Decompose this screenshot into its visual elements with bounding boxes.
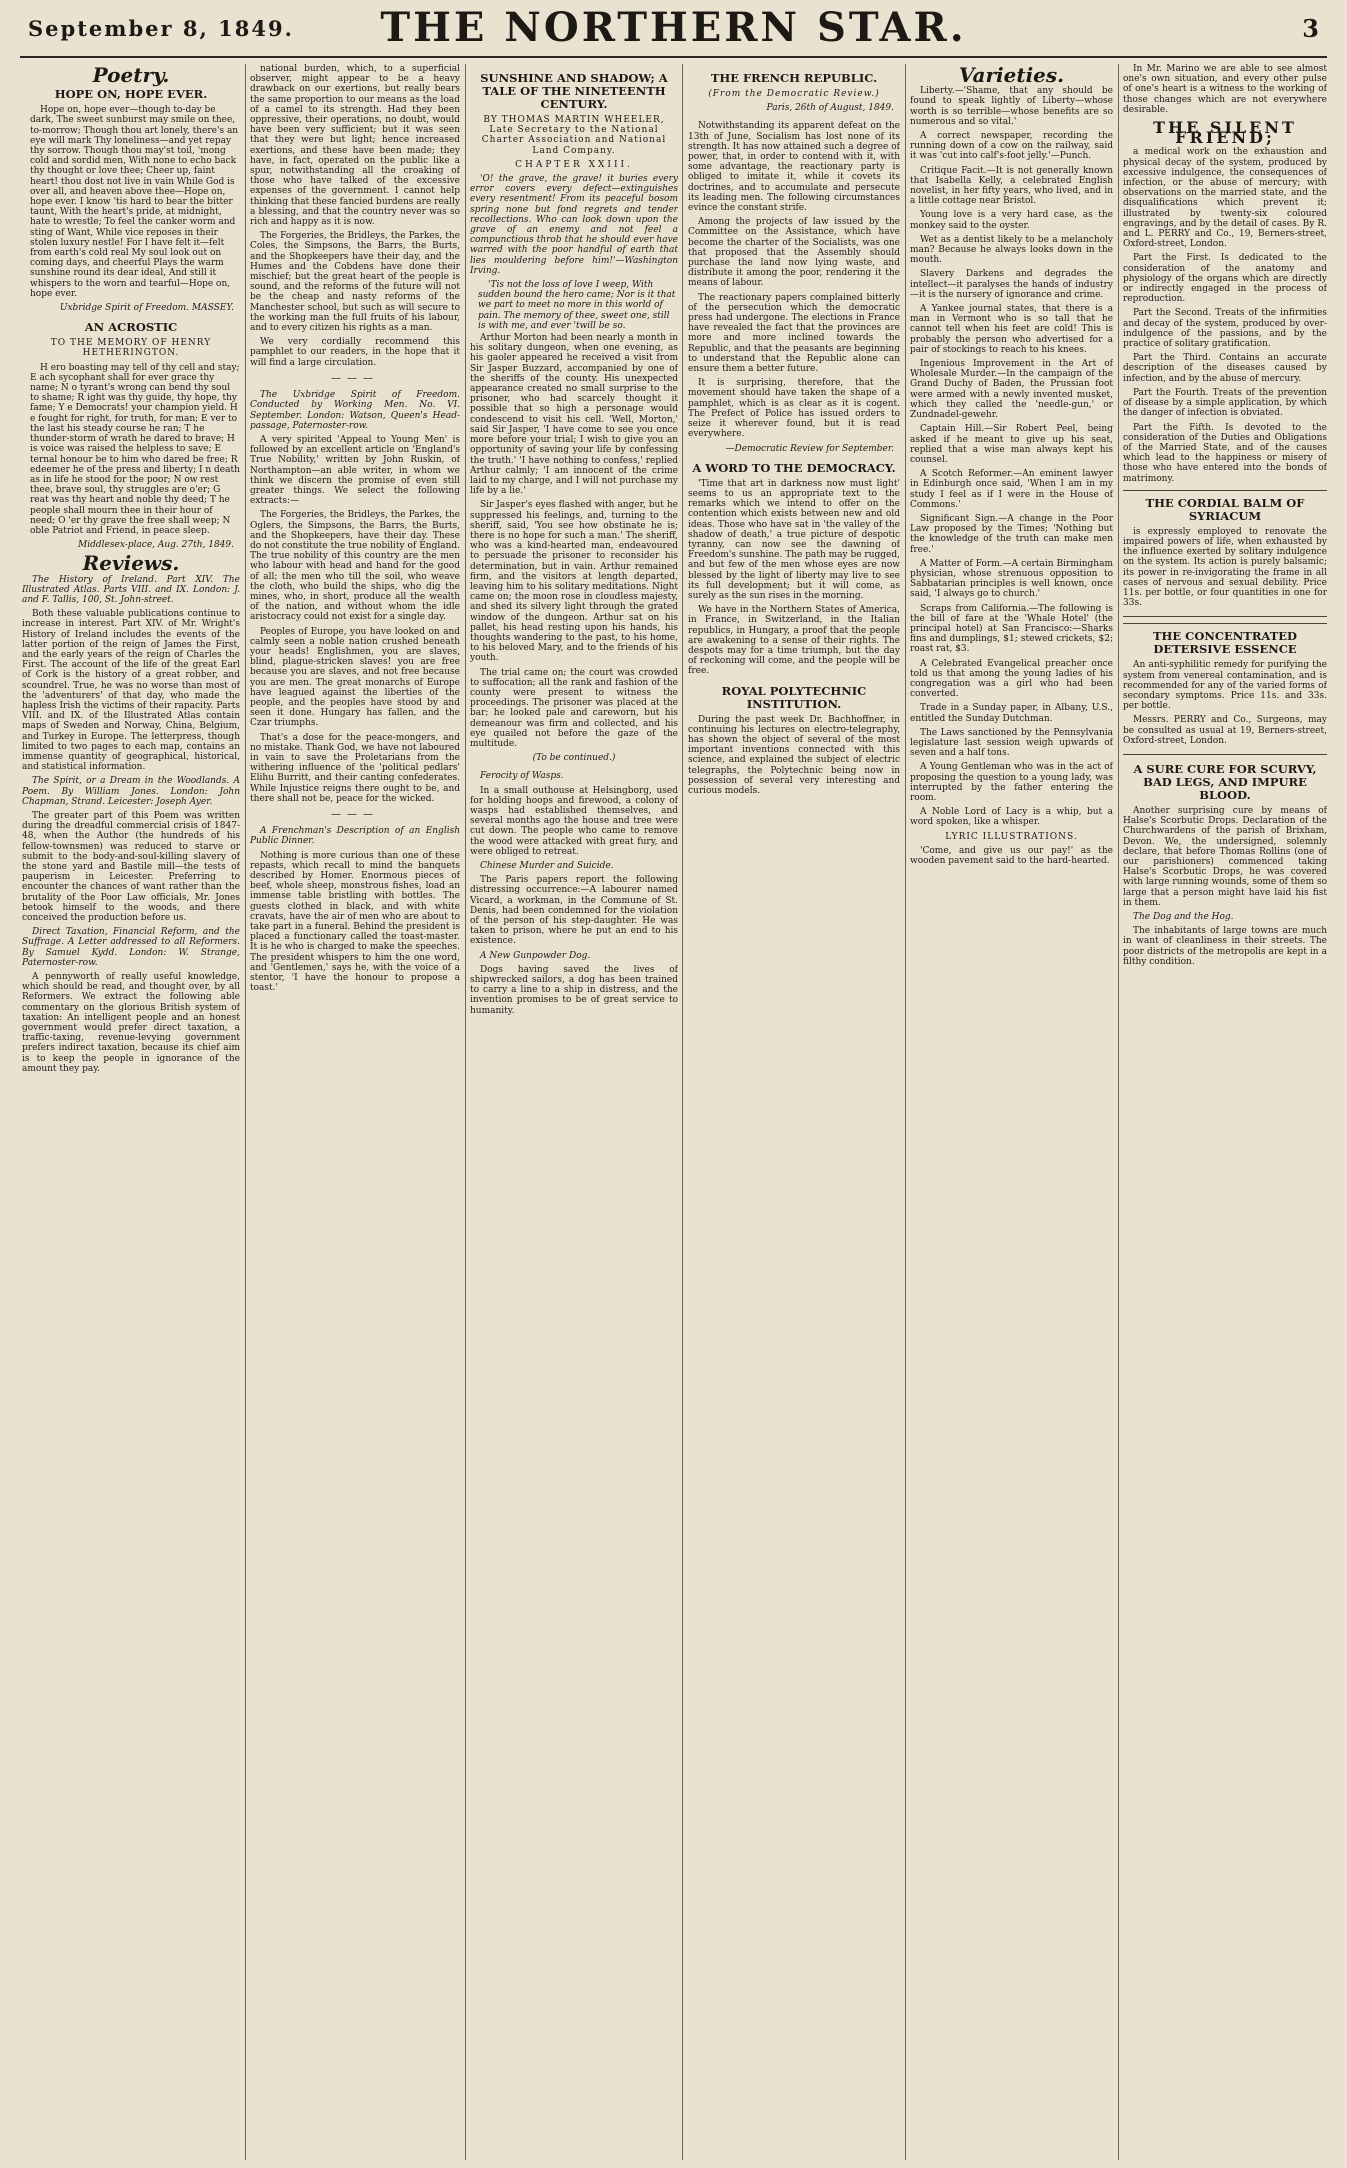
varieties-section-heading: Varieties. bbox=[958, 64, 1065, 87]
item-title: Ferocity of Wasps. bbox=[480, 771, 564, 782]
variety-item: Trade in a Sunday paper, in Albany, U.S., entitled the Sunday Dutchman. bbox=[910, 703, 1113, 724]
column-divider bbox=[905, 64, 906, 2160]
newspaper-title: THE NORTHERN STAR. bbox=[380, 4, 967, 51]
item-text: Dogs having saved the lives of shipwrecked sailors, a dog has been trained to carry a line to a ship in distress, and the invention promises to be of great service to humanity. bbox=[470, 964, 678, 1016]
advert-box bbox=[1123, 490, 1327, 618]
article-text: Among the projects of law issued by the Committee on the Assistance, which have become the charter of the Socialists, was one that proposed that the Assembly should purchase the land now lying waste, and distribute it among the poor, rendering it the means of labour. bbox=[688, 217, 900, 289]
article-text: The reactionary papers complained bitterly of the persecution which the democratic press had undergone. The elections in France have revealed the fact that the provinces are more and more inclined towards the Republic, and that the peasants are beginning to understand that the Republic alone can ensure them a better future. bbox=[688, 292, 900, 375]
ad-text: Part the First. Is dedicated to the consideration of the anatomy and physiology of the organs which are directly or indirectly engaged in the process of reproduction. bbox=[1123, 253, 1327, 305]
ad-text: Part the Fifth. Is devoted to the consideration of the Duties and Obligations of the Married State, and of the causes which lead to the happiness or misery of those who have entered into the bonds of matrimony. bbox=[1123, 422, 1327, 484]
story-epigraph: 'O! the grave, the grave! it buries every error covers every defect—extinguishes every resentment! From its peaceful bosom spring none but fond regrets and tender recollections. Who can look down upon the grave of an enemy and not feel a compunctious throb that he should ever have warred with the poor handful of earth that lies mouldering before him!'—Washington Irving. bbox=[470, 174, 678, 276]
masthead-rule bbox=[20, 56, 1327, 58]
review-text: The greater part of this Poem was written during the dreadful commercial crisis of 1847-48, when the Author (the hundreds of his fellow-townsmen) was reduced to starve or submit to the body-and-soul-killing slavery of the stone yard and Bastile mill—the tests of pauperism in Leicester. Preferring to encounter the chances of want rather than the brutality of the Poor Law officials, Mr. Jones betook himself to the woods, and there conceived the production before us. bbox=[22, 811, 240, 924]
story-text: Sir Jasper's eyes flashed with anger, but he suppressed his feelings, and, turning to the sheriff, said, 'You see how obstinate he is; there is no hope for such a man.' The sheriff, who was a kind-hearted man, endeavoured to persuade the prisoner to reconsider his determination, but in vain. Arthur remained firm, and the visitors at length departed, leaving him to his solitary meditations. Night came on; the moon rose in cloudless majesty, and shed its silvery light through the grated window of the dungeon. Arthur sat on his pallet, his head resting upon his hands, his thoughts wandering to the past, to his home, to his beloved Mary, and to the friends of his youth. bbox=[470, 500, 678, 664]
review-title: The History of Ireland. Part XIV. The Illustrated Atlas. Parts VIII. and IX. London: J. and F. Tallis, 100, St. John-street. bbox=[22, 574, 240, 605]
variety-item: Captain Hill.—Sir Robert Peel, being asked if he meant to give up his seat, replied that a wise man always kept his counsel. bbox=[910, 424, 1113, 465]
variety-item: A Young Gentleman who was in the act of proposing the question to a young lady, was interrupted by the father entering the room. bbox=[910, 762, 1113, 803]
ad-text: An anti-syphilitic remedy for purifying the system from venereal contamination, and is recommended for any of the varied forms of secondary symptoms. Price 11s. and 33s. per bottle. bbox=[1123, 660, 1327, 712]
variety-item: A Noble Lord of Lacy is a whip, but a word spoken, like a whisper. bbox=[910, 807, 1113, 828]
reviews-section-heading: Reviews. bbox=[82, 551, 180, 576]
extract-text: The Forgeries, the Bridleys, the Parkes, the Oglers, the Simpsons, the Barrs, the Burts, and the Shopkeepers, have their day. These do not constitute the true nobility of England. The true nobility of this country are the men who labour with head and hand for the good of all; the men who till the soil, who weave the cloth, who build the ships, who dig the mines, who, in short, produce all the wealth of the nation, and without whom the idle aristocracy could not exist for a single day. bbox=[250, 510, 460, 623]
story-verse: 'Tis not the loss of love I weep, With sudden bound the hero came; Nor is it that we part to meet no more in this world of pain. The memory of thee, sweet one, still is with me, and ever 'twill be so. bbox=[478, 280, 676, 331]
column-3 bbox=[470, 64, 678, 2160]
variety-item: Wet as a dentist likely to be a melancholy man? Because he always looks down in the mouth. bbox=[910, 234, 1113, 266]
acrostic-subtitle: TO THE MEMORY OF HENRY HETHERINGTON. bbox=[50, 338, 212, 359]
review-text: Both these valuable publications continue to increase in interest. Part XIV. of Mr. Wright's History of Ireland includes the events of the latter portion of the reign of James the First, and the early years of the reign of Charles the First. The account of the life of the great Earl of Cork is the history of a great robber, and scoundrel. True, he was no worse than most of the 'adventurers' of that day, who made the hapless Irish the victims of their rapacity. Parts VIII. and IX. of the Illustrated Atlas contain maps of Sweden and Norway, China, Belgium, and Turkey in Europe. The letterpress, though limited to two pages to each map, contains an immense quantity of geographical, historical, and statistical information. bbox=[22, 609, 240, 773]
item-text: Nothing is more curious than one of these repasts, which recall to mind the banquets described by Homer. Enormous pieces of beef, whole sheep, monstrous fishes, load an immense table bristling with bottles. The guests clothed in black, and with white cravats, have the air of men who are about to take part in a funeral. Behind the president is placed a functionary called the toast-master. It is he who is charged to make the speeches. The president whispers to him the one word, and 'Gentlemen,' says he, with the voice of a stentor, 'I have the honour to propose a toast.' bbox=[250, 850, 460, 994]
column-2 bbox=[250, 64, 460, 2160]
review-text: A very spirited 'Appeal to Young Men' is followed by an excellent article on 'England's True Nobility,' written by John Ruskin, of Northampton—an able writer, in whom we think we discern the promise of even still greater things. We select the following extracts:— bbox=[250, 434, 460, 507]
acrostic-title: AN ACROSTIC bbox=[84, 320, 178, 335]
variety-item: Scraps from California.—The following is the bill of fare at the 'Whale Hotel' (the principal hotel) at San Francisco:—Sharks fins and dumplings, $1; stewed crickets, $2; roast rat, $3. bbox=[910, 603, 1113, 655]
variety-item: A Matter of Form.—A certain Birmingham physician, whose strenuous opposition to Sabbatarian principles is well known, once said, 'I always go to church.' bbox=[910, 558, 1113, 600]
variety-item: Critique Facit.—It is not generally known that Isabella Kelly, a celebrated English novelist, in her fifty years, who lived, and in a little cottage near Bristol. bbox=[910, 165, 1113, 207]
article-text: During the past week Dr. Bachhoffner, in continuing his lectures on electro-telegraphy, has shown the object of several of the most important inventions connected with this science, and explained the subject of electric telegraphs, the Polytechnic being now in possession of several very interesting and curious models. bbox=[688, 714, 900, 796]
article-title: A WORD TO THE DEMOCRACY. bbox=[692, 460, 896, 475]
poetry-section-heading: Poetry. bbox=[92, 64, 170, 87]
article-text: It is surprising, therefore, that the movement should have taken the shape of a pamphlet, which is as clear as it is cogent. The Prefect of Police has issued orders to seize it wherever found, but it is read everywhere. bbox=[688, 378, 900, 440]
review-title: The Uxbridge Spirit of Freedom. Conducted by Working Men. No. VI. September. London: Watson, Queen's Head-passage, Paternoster-row. bbox=[250, 390, 460, 431]
poem-title: HOPE ON, HOPE EVER. bbox=[54, 87, 208, 102]
ad-text: In Mr. Marino we are able to see almost one's own situation, and every other pulse of one's heart is a witness to the working of those changes which are not everywhere desirable. bbox=[1123, 64, 1327, 115]
ad-text: Part the Second. Treats of the infirmities and decay of the system, produced by over-indulgence of the passions, and by the practice of solitary gratification. bbox=[1123, 308, 1327, 350]
advert-heading: A SURE CURE FOR SCURVY, BAD LEGS, AND IMPURE BLOOD. bbox=[1133, 761, 1317, 802]
story-text: The trial came on; the court was crowded to suffocation; all the rank and fashion of the county were present to witness the proceedings. The prisoner was placed at the bar; he looked pale and careworn, but his demeanour was firm and collected, and his eye quailed not before the gaze of the multitude. bbox=[470, 667, 678, 749]
variety-item: A Yankee journal states, that there is a man in Vermont who is so tall that he cannot tell when his feet are cold! This is probably the person who advertised for a pair of stockings to reach to his knees. bbox=[910, 304, 1113, 355]
column-divider bbox=[682, 64, 683, 2160]
article-text: national burden, which, to a superficial observer, might appear to be a heavy drawback on our exertions, but really bears the same proportion to our means as the load of a camel to its strength. Had they been oppressive, their operations, no doubt, would have been very sufficient; but it was seen that they were but light; hence increased exertions, and these have been made; they have, in fact, operated on the public like a spur, notwithstanding all the croaking of those who have talked of the excessive expenses of the government. I cannot help thinking that these fancied burdens are really a blessing, and that the country never was so rich and happy as it is now. bbox=[250, 64, 460, 228]
article-text: 'Time that art in darkness now must light' seems to us an appropriate text to the remarks which we intend to offer on the contention which exists between new and old ideas. Those who have sat in 'the valley of the shadow of death,' a true picture of despotic tyranny, can now see the dawning of Freedom's sunshine. The path may be rugged, and but few of the men whose eyes are now blessed by the light of liberty may live to see its full development; but it will come, as surely as the sun rises in the morning. bbox=[688, 478, 900, 601]
item-title: A New Gunpowder Dog. bbox=[480, 950, 591, 961]
article-source: (From the Democratic Review.) bbox=[708, 89, 880, 99]
item-title: Chinese Murder and Suicide. bbox=[480, 861, 614, 872]
article-text: That's a dose for the peace-mongers, and no mistake. Thank God, we have not laboured in vain to save the Proletarians from the withering influence of the 'political pedlars' Elihu Burritt, and their canting confederates. While Injustice reigns there ought to be, and there shall not be, peace for the wicked. bbox=[250, 732, 460, 804]
lyric-heading: LYRIC ILLUSTRATIONS. bbox=[945, 831, 1078, 842]
acrostic-signature: Middlesex-place, Aug. 27th, 1849. bbox=[78, 540, 234, 551]
ad-text: Part the Third. Contains an accurate description of the diseases caused by infection, and by the abuse of mercury. bbox=[1123, 353, 1327, 384]
advert-heading: THE CORDIAL BALM OF SYRIACUM bbox=[1145, 495, 1305, 523]
column-divider bbox=[465, 64, 466, 2160]
article-signature: —Democratic Review for September. bbox=[725, 443, 894, 454]
separator-ornament: ——— bbox=[331, 809, 379, 821]
column-6 bbox=[1123, 64, 1327, 2160]
variety-item: The Laws sanctioned by the Pennsylvania legislature last session weigh upwards of seven and a half tons. bbox=[910, 727, 1113, 759]
variety-item: Significant Sign.—A change in the Poor Law proposed by the Times; 'Nothing but the knowledge of the truth can make men free.' bbox=[910, 513, 1113, 555]
masthead bbox=[0, 0, 1347, 60]
variety-item: A correct newspaper, recording the running down of a cow on the railway, said it was 'cut into calf's-foot jelly.'—Punch. bbox=[910, 131, 1113, 162]
review-title: Direct Taxation, Financial Reform, and the Suffrage. A Letter addressed to all Reformers. By Samuel Kydd. London: W. Strange, Paternoster-row. bbox=[22, 927, 240, 968]
article-text: We have in the Northern States of America, in France, in Switzerland, in the Italian republics, in Hungary, a proof that the people are awakening to a sense of their rights. The despots may for a time triumph, but the day of reckoning will come, and the people will be free. bbox=[688, 605, 900, 677]
story-text: Arthur Morton had been nearly a month in his solitary dungeon, when one evening, as his gaoler appeared he received a visit from Sir Jasper Buzzard, accompanied by one of the sheriffs of the county. His unexpected appearance created no small surprise to the prisoner, who had scarcely thought it possible that so high a personage would condescend to visit his cell. 'Well, Morton,' said Sir Jasper, 'I have come to see you once more before your trial; I wish to give you an opportunity of saving your life by confessing the truth.' 'I have nothing to confess,' replied Arthur calmly; 'I am innocent of the crime laid to my charge, and I will not purchase my life by a lie.' bbox=[470, 333, 678, 497]
article-text: The Forgeries, the Bridleys, the Parkes, the Coles, the Simpsons, the Barrs, the Burts, and the Shopkeepers have their day, and the Humes and the Cobdens have done their mischief; but the great heart of the people is sound, and the reforms of the future will not be the cheap and nasty reforms of the Manchester school, but such as will secure to the working man the full fruits of his labour, and to every citizen his rights as a man. bbox=[250, 231, 460, 334]
item-title: The Dog and the Hog. bbox=[1133, 912, 1234, 922]
article-text: We very cordially recommend this pamphlet to our readers, in the hope that it will find a large circulation. bbox=[250, 337, 460, 368]
column-5 bbox=[910, 64, 1113, 2160]
variety-item: Young love is a very hard case, as the monkey said to the oyster. bbox=[910, 210, 1113, 231]
review-title: The Spirit, or a Dream in the Woodlands. A Poem. By William Jones. London: John Chapman, Strand. Leicester: Joseph Ayer. bbox=[22, 776, 240, 807]
ad-text: Another surprising cure by means of Halse's Scorbutic Drops. Declaration of the Churchwardens of the parish of Brixham, Devon. We, the undersigned, solemnly declare, that before Thomas Rollins (one of our parishioners) commenced taking Halse's Scorbutic Drops, he was covered with large running wounds, some of them so large that a person might have laid his fist in them. bbox=[1123, 805, 1327, 908]
poem-text: Hope on, hope ever—though to-day be dark, The sweet sunburst may smile on thee, to-morrow; Though thou art lonely, there's an eye will mark Thy loneliness—and yet repay thy sorrow. Though thou may'st toil, 'mong cold and sordid men, With none to echo back thy thought or love thee; Cheer up, faint heart! thou dost not live in vain While God is over all, and heaven above thee—Hope on, hope ever. I know 'tis hard to bear the bitter taunt, With the heart's pride, at midnight, hate to wrestle; To feel the canker worm and sting of Want, While vice reposes in their stolen luxury nestle! For I have felt it—felt from earth's cold real My soul look out on coming days, and cheerful Plays the warm sunshine round its dear ideal, And still it whispers to the worn and tearful—Hope on, hope ever. bbox=[30, 105, 239, 299]
page-number: 3 bbox=[1302, 14, 1319, 43]
column-4 bbox=[688, 64, 900, 2160]
ad-text: is expressly employed to renovate the impaired powers of life, when exhausted by the influence exerted by solitary indulgence on the system. Its action is purely balsamic; its power in re-invigorating the frame in all cases of nervous and sexual debility. Price 11s. per bottle, or four quantities in one for 33s. bbox=[1123, 526, 1327, 609]
column-divider bbox=[245, 64, 246, 2160]
article-text: Notwithstanding its apparent defeat on the 13th of June, Socialism has lost none of its strength. It has now attained such a degree of power, that, in order to contend with it, with some advantage, the reactionary party is obliged to imitate it, while it covets its doctrines, and to accumulate and persecute its leading men. The following circumstances evince the constant strife. bbox=[688, 121, 900, 214]
advert-heading: THE CONCENTRATED DETERSIVE ESSENCE bbox=[1152, 629, 1297, 657]
story-author: BY THOMAS MARTIN WHEELER, Late Secretary to the National Charter Association and National Land Company. bbox=[481, 115, 667, 156]
item-text: In a small outhouse at Helsingborg, used for holding hoops and firewood, a colony of wasps had established themselves, and several months ago the house and tree were cut down. The people who came to remove the wood were attacked with great fury, and were obliged to retreat. bbox=[470, 785, 678, 857]
variety-item: A Scotch Reformer.—An eminent lawyer in Edinburgh once said, 'When I am in my study I feel as if I were in the House of Commons.' bbox=[910, 469, 1113, 510]
variety-item: Liberty.—'Shame, that any should be found to speak lightly of Liberty—whose worth is so terrible—whose benefits are so numerous and so vital.' bbox=[910, 86, 1113, 127]
extract-text: Peoples of Europe, you have looked on and calmly seen a noble nation crushed beneath your heads! Englishmen, you are slaves, blind, plague-stricken slaves! you are free because you are slaves, and not free because you are men. The great monarchs of Europe have leagued against the liberties of the people, and the peoples have stood by and seen it done. Hungary has fallen, and the Czar triumphs. bbox=[250, 626, 460, 729]
advert-box bbox=[1123, 623, 1327, 755]
variety-item: Ingenious Improvement in the Art of Wholesale Murder.—In the campaign of the Grand Duchy of Baden, the Prussian foot were armed with a newly invented musket, which they called the 'needle-gun,' or Zundnadel-gewehr. bbox=[910, 359, 1113, 421]
item-text: The inhabitants of large towns are much in want of cleanliness in their streets. The poor districts of the metropolis are kept in a filthy condition. bbox=[1123, 926, 1327, 967]
ad-text: Part the Fourth. Treats of the prevention of disease by a simple application, by which the danger of infection is obviated. bbox=[1123, 387, 1327, 419]
advert-heading: THE SILENT FRIEND; bbox=[1153, 118, 1297, 148]
variety-item: 'Come, and give us our pay!' as the wooden pavement said to the hard-hearted. bbox=[910, 845, 1113, 867]
review-text: A pennyworth of really useful knowledge, which should be read, and thought over, by all Reformers. We extract the following able commentary on the glorious British system of taxation: An intelligent people and an honest government would prefer direct taxation, a traffic-taxing, revenue-levying government prefers indirect taxation, because its chief aim is to keep the people in ignorance of the amount they pay. bbox=[22, 972, 240, 1074]
chapter-heading: CHAPTER XXIII. bbox=[515, 159, 633, 170]
column-1 bbox=[22, 64, 240, 2160]
article-title: THE FRENCH REPUBLIC. bbox=[710, 71, 878, 85]
story-title: SUNSHINE AND SHADOW; A TALE OF THE NINETEENTH CENTURY. bbox=[480, 71, 668, 111]
poem-author: Uxbridge Spirit of Freedom. MASSEY. bbox=[59, 303, 234, 314]
item-title: A Frenchman's Description of an English Public Dinner. bbox=[250, 826, 460, 847]
article-dateline: Paris, 26th of August, 1849. bbox=[766, 103, 894, 114]
separator-ornament: ——— bbox=[331, 372, 379, 384]
variety-item: A Celebrated Evangelical preacher once told us that among the young ladies of his congregation was a girl who had been converted. bbox=[910, 658, 1113, 700]
issue-date: September 8, 1849. bbox=[28, 16, 294, 41]
variety-item: Slavery Darkens and degrades the intellect—it paralyses the hands of industry—it is the nursery of ignorance and crime. bbox=[910, 269, 1113, 300]
article-title: ROYAL POLYTECHNIC INSTITUTION. bbox=[721, 683, 867, 711]
to-be-continued: (To be continued.) bbox=[532, 753, 616, 764]
ad-text: a medical work on the exhaustion and physical decay of the system, produced by excessive indulgence, the consequences of infection, or the abuse of mercury; with observations on the married state, and the disqualifications which prevent it; illustrated by twenty-six coloured engravings, and by the detail of cases. By R. and L. PERRY and Co., 19, Berners-street, Oxford-street, London. bbox=[1123, 147, 1327, 250]
column-divider bbox=[1118, 64, 1119, 2160]
ad-text: Messrs. PERRY and Co., Surgeons, may be consulted as usual at 19, Berners-street, Oxford-street, London. bbox=[1123, 715, 1327, 746]
acrostic-text: H ero boasting may tell of thy cell and stay; E ach sycophant shall for ever grace thy name; N o tyrant's wrong can bend thy soul to shame; R ight was thy guide, thy hope, thy fame; Y e Democrats! your champion yield. H e fought for right, for truth, for man; E ver to the last his steady course he ran; T he thunder-storm of wrath he dared to brave; H is voice was raised the helpless to save; E ternal honour be to him who dared be free; R edeemer he of the press and liberty; I n death as in life he stood for the poor; N ow rest thee, brave soul, thy struggles are o'er; G reat was thy heart and noble thy deed; T he people shall mourn thee in their hour of need; O 'er thy grave the free shall weep; N oble Patriot and Friend, in peace sleep. bbox=[30, 362, 240, 536]
item-text: The Paris papers report the following distressing occurrence:—A labourer named Vicard, a workman, in the Commune of St. Denis, had been condemned for the violation of the person of his step-daughter. He was taken to prison, where he put an end to his existence. bbox=[470, 875, 678, 947]
